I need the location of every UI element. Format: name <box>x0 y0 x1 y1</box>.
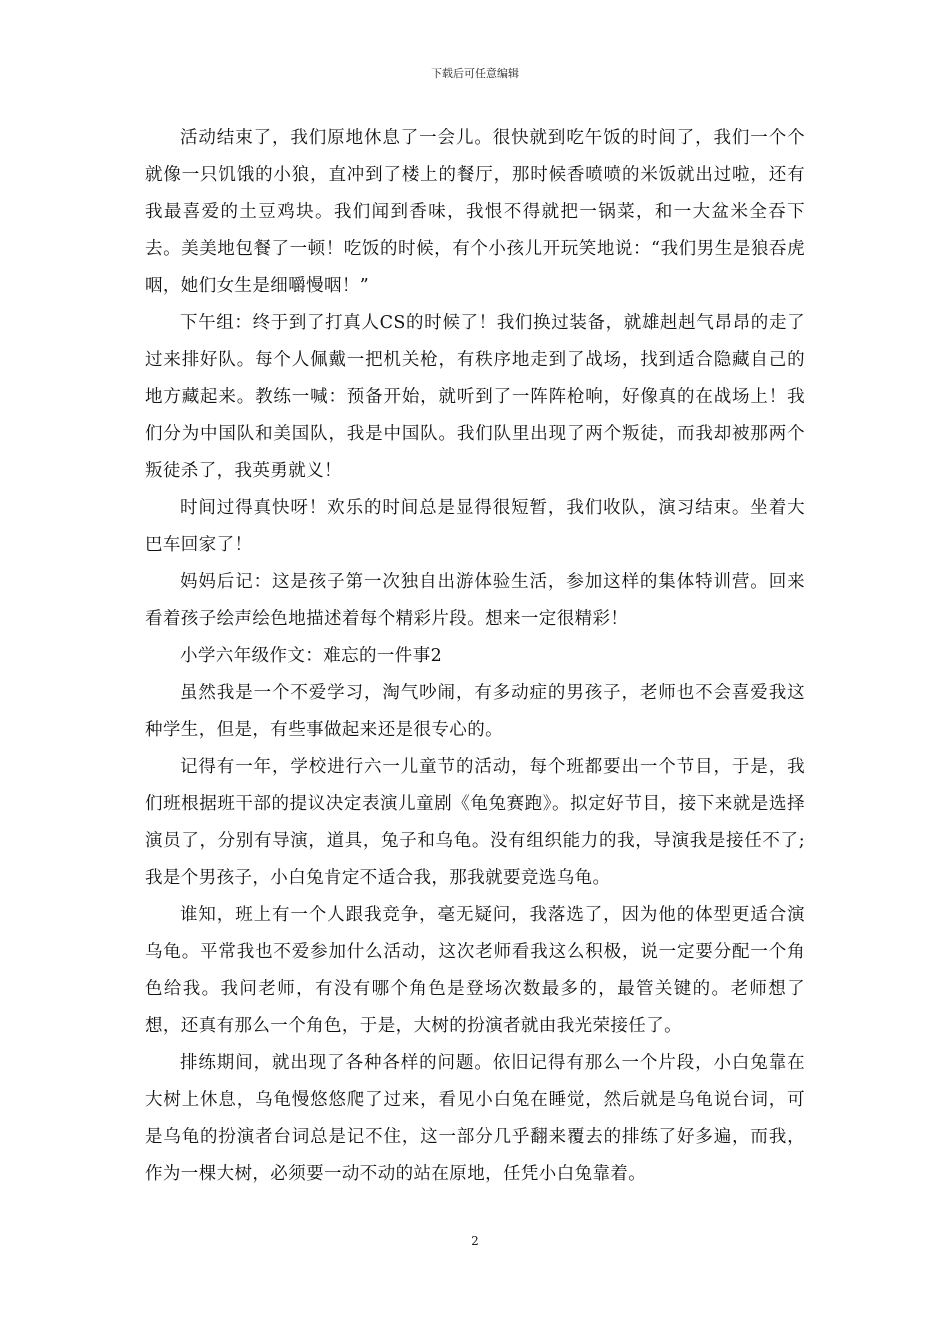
document-body <box>145 120 805 1193</box>
paragraph-intro: 虽然我是一个不爱学习，淘气吵闹，有多动症的男孩子，老师也不会喜爱我这种学生，但是，有些事做起来还是很专心的。 <box>145 683 805 740</box>
paragraph-rehearsal: 排练期间，就出现了各种各样的问题。依旧记得有那么一个片段，小白兔靠在大树上休息，乌龟慢悠悠爬了过来，看见小白兔在睡觉，然后就是乌龟说台词，可是乌龟的扮演者台词总是记不住，这一部分几乎翻来覆去的排练了好多遍，而我，作为一棵大树，必须要一动不动的站在原地，任凭小白兔靠着。 <box>145 1053 805 1184</box>
paragraph-role-competition: 谁知，班上有一个人跟我竞争，毫无疑问，我落选了，因为他的体型更适合演乌龟。平常我也不爱参加什么活动，这次老师看我这么积极，说一定要分配一个角色给我。我问老师，有没有哪个角色是登场次数最多的，最管关键的。老师想了想，还真有那么一个角色，于是，大树的扮演者就由我光荣接任了。 <box>145 905 805 1036</box>
essay-subtitle: 小学六年级作文：难忘的一件事2 <box>180 646 443 666</box>
paragraph-afternoon-cs: 下午组：终于到了打真人CS的时候了！我们换过装备，就雄赳赳气昂昂的走了过来排好队。每个人佩戴一把机关枪，有秩序地走到了战场，找到适合隐藏自己的地方藏起来。教练一喊：预备开始，就听到了一阵阵枪响，好像真的在战场上！我们分为中国队和美国队，我是中国队。我们队里出现了两个叛徒，而我却被那两个叛徒杀了，我英勇就义！ <box>145 313 805 481</box>
paragraph-childrens-day: 记得有一年，学校进行六一儿童节的活动，每个班都要出一个节目，于是，我们班根据班干部的提议决定表演儿童剧《龟兔赛跑》。拟定好节目，接下来就是选择演员了，分别有导演，道具，兔子和乌龟。没有组织能力的我，导演我是接任不了;我是个男孩子，小白兔肯定不适合我，那我就要竞选乌龟。 <box>145 757 805 888</box>
paragraph-lunch: 活动结束了，我们原地休息了一会儿。很快就到吃午饭的时间了，我们一个个就像一只饥饿的小狼，直冲到了楼上的餐厅，那时候香喷喷的米饭就出过啦，还有我最喜爱的土豆鸡块。我们闻到香味，我恨不得就把一锅菜，和一大盆米全吞下去。美美地包餐了一顿！吃饭的时候，有个小孩儿开玩笑地说：“我们男生是狼吞虎咽，她们女生是细嚼慢咽！” <box>145 128 805 296</box>
page-number: 2 <box>471 1234 479 1248</box>
paragraph-time-flies: 时间过得真快呀！欢乐的时间总是显得很短暂，我们收队，演习结束。坐着大巴车回家了！ <box>145 498 805 555</box>
page-header: 下载后可任意编辑 <box>431 67 519 80</box>
paragraph-mom-note: 妈妈后记：这是孩子第一次独自出游体验生活，参加这样的集体特训营。回来看着孩子绘声绘色地描述着每个精彩片段。想来一定很精彩！ <box>145 572 805 629</box>
